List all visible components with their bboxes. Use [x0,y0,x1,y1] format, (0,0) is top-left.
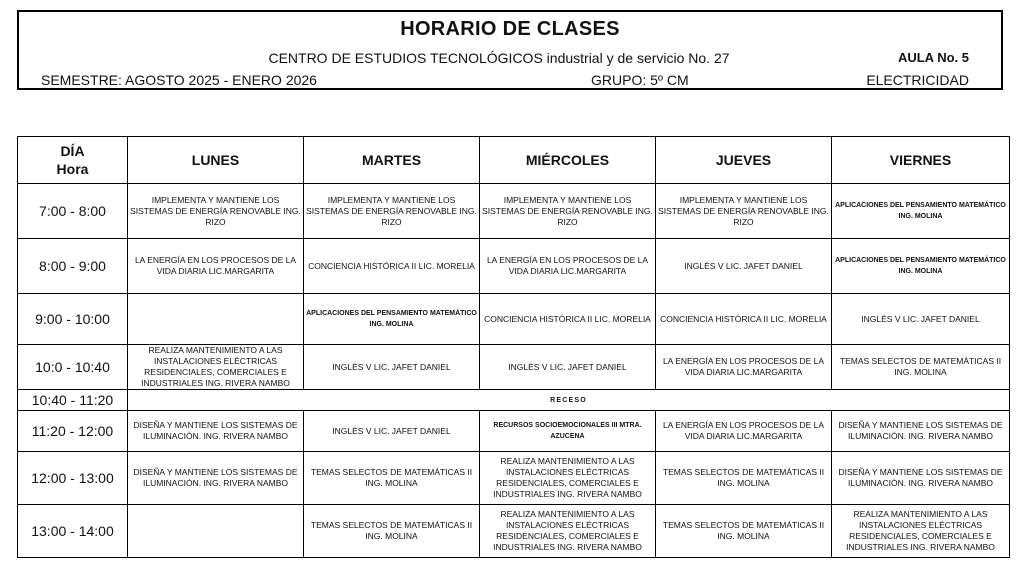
time-slot: 12:00 - 13:00 [18,452,128,505]
class-cell: LA ENERGÍA EN LOS PROCESOS DE LA VIDA DIARIA LIC.MARGARITA [656,411,832,452]
time-slot: 10:40 - 11:20 [18,390,128,411]
class-cell: TEMAS SELECTOS DE MATEMÁTICAS II ING. MOLINA [832,345,1010,390]
class-cell: CONCIENCIA HISTÓRICA II LIC. MORELIA [656,294,832,345]
day-label: DÍA [60,143,85,159]
recess-label: RECESO [128,390,1010,411]
day-hour-corner [18,137,128,184]
class-cell: APLICACIONES DEL PENSAMIENTO MATEMÁTICO ING. MOLINA [832,184,1010,239]
day-header: MARTES [304,137,480,184]
class-cell: INGLÉS V LIC. JAFET DANIEL [656,239,832,294]
table-row [18,294,1010,345]
class-cell: REALIZA MANTENIMIENTO A LAS INSTALACIONES ELÉCTRICAS RESIDENCIALES, COMERCIALES E INDUSTRIALES ING. RIVERA NAMBO [480,505,656,558]
class-cell: INGLÉS V LIC. JAFET DANIEL [480,345,656,390]
hour-label: Hora [56,161,89,177]
class-cell: REALIZA MANTENIMIENTO A LAS INSTALACIONES ELÉCTRICAS RESIDENCIALES, COMERCIALES E INDUSTRIALES ING. RIVERA NAMBO [128,345,304,390]
class-cell: IMPLEMENTA Y MANTIENE LOS SISTEMAS DE ENERGÍA RENOVABLE ING. RIZO [480,184,656,239]
class-cell [128,294,304,345]
table-row [18,452,1010,505]
day-header: VIERNES [832,137,1010,184]
class-cell: APLICACIONES DEL PENSAMIENTO MATEMÁTICO ING. MOLINA [304,294,480,345]
class-cell: APLICACIONES DEL PENSAMIENTO MATEMÁTICO ING. MOLINA [832,239,1010,294]
table-header-row [18,137,1010,184]
class-cell: DISEÑA Y MANTIENE LOS SISTEMAS DE ILUMINACIÓN. ING. RIVERA NAMBO [832,452,1010,505]
time-slot: 8:00 - 9:00 [18,239,128,294]
class-cell: LA ENERGÍA EN LOS PROCESOS DE LA VIDA DIARIA LIC.MARGARITA [128,239,304,294]
class-cell: REALIZA MANTENIMIENTO A LAS INSTALACIONES ELÉCTRICAS RESIDENCIALES, COMERCIALES E INDUSTRIALES ING. RIVERA NAMBO [832,505,1010,558]
class-cell: CONCIENCIA HISTÓRICA II LIC. MORELIA [480,294,656,345]
class-cell: IMPLEMENTA Y MANTIENE LOS SISTEMAS DE ENERGÍA RENOVABLE ING. RIZO [304,184,480,239]
table-row [18,390,1010,411]
class-cell: DISEÑA Y MANTIENE LOS SISTEMAS DE ILUMINACIÓN. ING. RIVERA NAMBO [128,452,304,505]
class-cell: LA ENERGÍA EN LOS PROCESOS DE LA VIDA DIARIA LIC.MARGARITA [480,239,656,294]
schedule-table [17,136,1010,558]
class-cell: IMPLEMENTA Y MANTIENE LOS SISTEMAS DE ENERGÍA RENOVABLE ING. RIZO [128,184,304,239]
specialty-label: ELECTRICIDAD [866,72,969,88]
school-name: CENTRO DE ESTUDIOS TECNOLÓGICOS industrial y de servicio No. 27 [268,50,730,66]
class-cell: TEMAS SELECTOS DE MATEMÁTICAS II ING. MOLINA [656,505,832,558]
table-row [18,239,1010,294]
semester-label: SEMESTRE: AGOSTO 2025 - ENERO 2026 [41,72,317,88]
schedule-header [17,10,1003,90]
class-cell: LA ENERGÍA EN LOS PROCESOS DE LA VIDA DIARIA LIC.MARGARITA [656,345,832,390]
class-cell: REALIZA MANTENIMIENTO A LAS INSTALACIONES ELÉCTRICAS RESIDENCIALES, COMERCIALES E INDUSTRIALES ING. RIVERA NAMBO [480,452,656,505]
class-cell: INGLÉS V LIC. JAFET DANIEL [832,294,1010,345]
class-cell: INGLÉS V LIC. JAFET DANIEL [304,411,480,452]
class-cell: TEMAS SELECTOS DE MATEMÁTICAS II ING. MOLINA [304,505,480,558]
day-header: LUNES [128,137,304,184]
table-row [18,505,1010,558]
class-cell: RECURSOS SOCIOEMOCIONALES III MTRA. AZUCENA [480,411,656,452]
classroom-label: AULA No. 5 [897,50,969,65]
time-slot: 11:20 - 12:00 [18,411,128,452]
page-title: HORARIO DE CLASES [400,18,620,40]
day-header: JUEVES [656,137,832,184]
class-cell: CONCIENCIA HISTÓRICA II LIC. MORELIA [304,239,480,294]
day-header: MIÉRCOLES [480,137,656,184]
class-cell: TEMAS SELECTOS DE MATEMÁTICAS II ING. MOLINA [304,452,480,505]
group-label: GRUPO: 5º CM [591,72,689,88]
table-row [18,411,1010,452]
class-cell: DISEÑA Y MANTIENE LOS SISTEMAS DE ILUMINACIÓN. ING. RIVERA NAMBO [128,411,304,452]
time-slot: 13:00 - 14:00 [18,505,128,558]
time-slot: 9:00 - 10:00 [18,294,128,345]
table-row [18,345,1010,390]
class-cell: IMPLEMENTA Y MANTIENE LOS SISTEMAS DE ENERGÍA RENOVABLE ING. RIZO [656,184,832,239]
class-cell: DISEÑA Y MANTIENE LOS SISTEMAS DE ILUMINACIÓN. ING. RIVERA NAMBO [832,411,1010,452]
time-slot: 10:0 - 10:40 [18,345,128,390]
class-cell: INGLÉS V LIC. JAFET DANIEL [304,345,480,390]
time-slot: 7:00 - 8:00 [18,184,128,239]
table-row [18,184,1010,239]
class-cell [128,505,304,558]
class-cell: TEMAS SELECTOS DE MATEMÁTICAS II ING. MOLINA [656,452,832,505]
